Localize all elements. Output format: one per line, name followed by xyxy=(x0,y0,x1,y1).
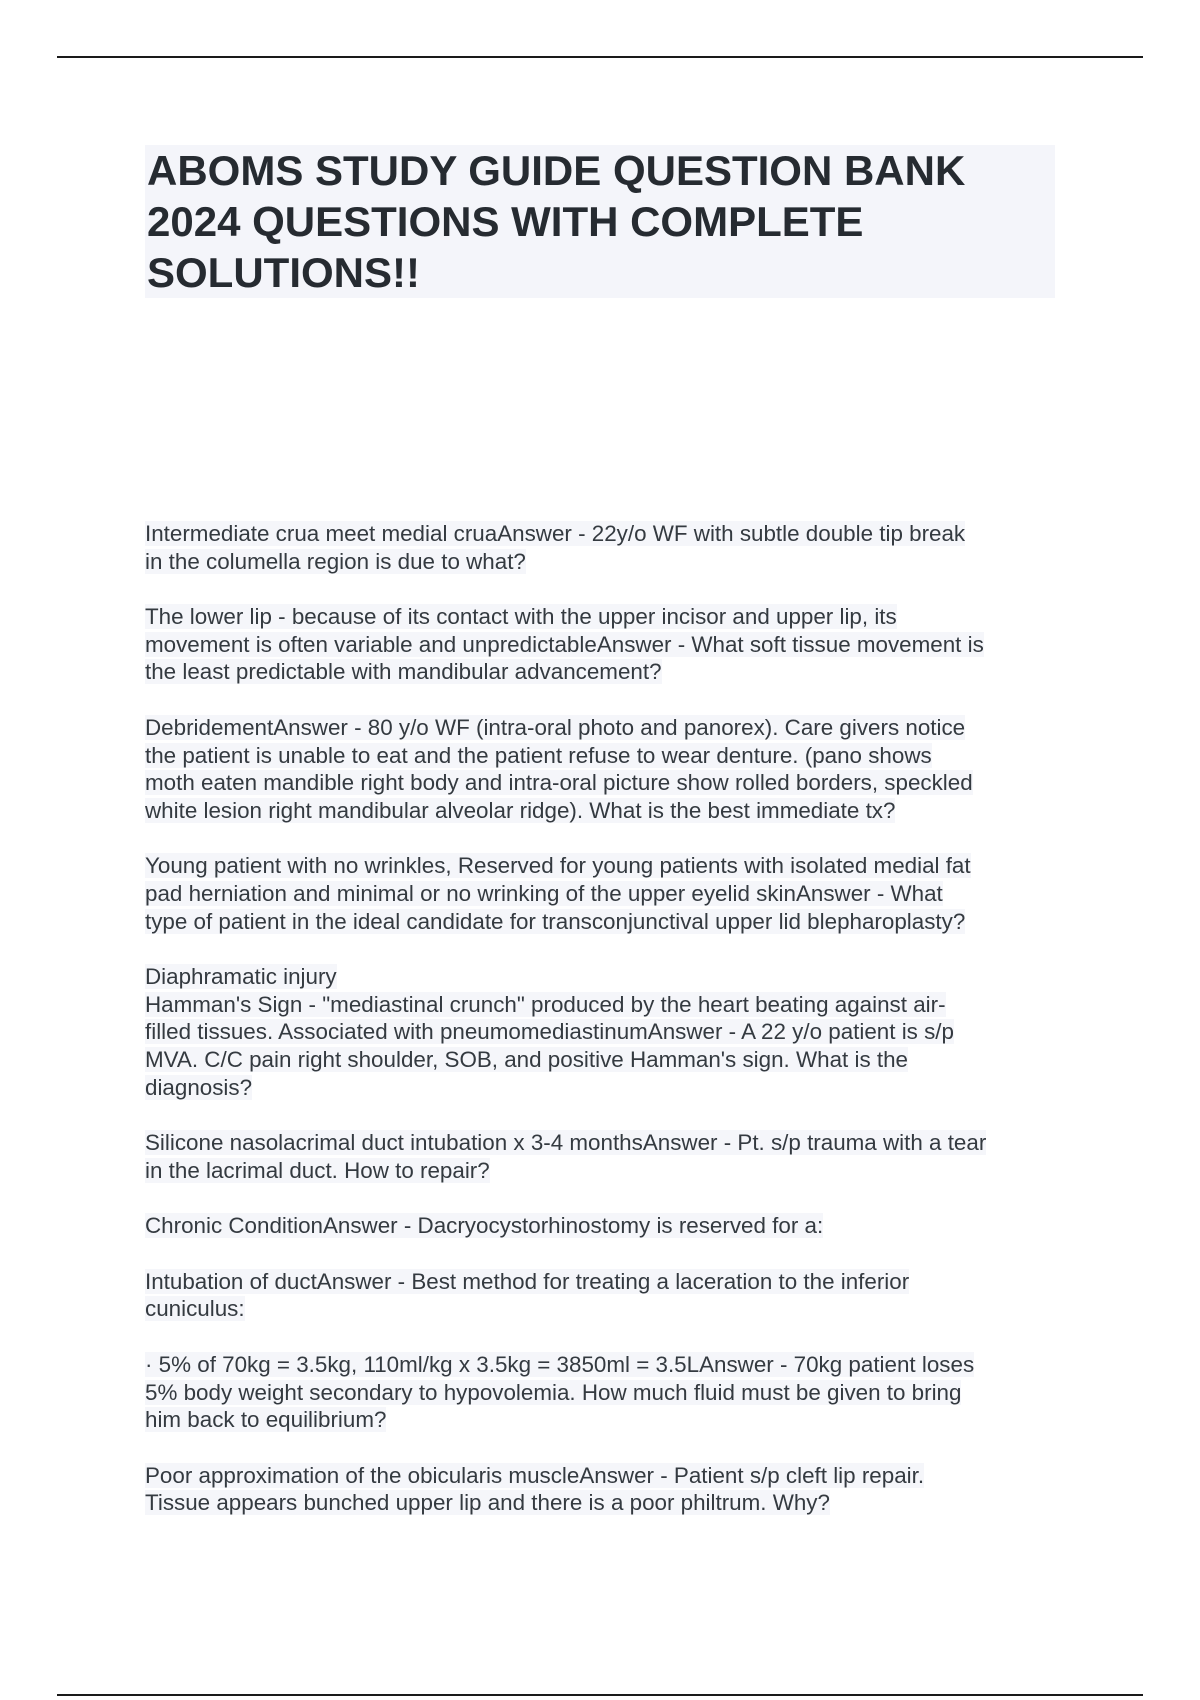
qa-item xyxy=(145,714,1057,824)
qa-text: DebridementAnswer - 80 y/o WF (intra-oral photo and panorex). Care givers notice the patient is unable to eat and the patient refuse to wear denture. (pano shows moth eaten mandible right body and intra-oral picture show rolled borders, speckled white lesion right mandibular alveolar ridge). What is the best immediate tx? xyxy=(145,714,973,823)
document-title: ABOMS STUDY GUIDE QUESTION BANK 2024 QUESTIONS WITH COMPLETE SOLUTIONS!! xyxy=(147,147,966,296)
qa-list xyxy=(145,520,1057,1545)
qa-item xyxy=(145,1462,1057,1517)
qa-text: Intermediate crua meet medial cruaAnswer - 22y/o WF with subtle double tip break in the columella region is due to what? xyxy=(145,521,966,574)
qa-item xyxy=(145,1212,1057,1240)
qa-item xyxy=(145,963,1057,1101)
qa-text: The lower lip - because of its contact with the upper incisor and upper lip, its movement is often variable and unpredictableAnswer - What soft tissue movement is the least predictable with mandibular advancement? xyxy=(145,604,984,685)
qa-item xyxy=(145,603,1057,686)
qa-text: Young patient with no wrinkles, Reserved for young patients with isolated medial fat pad herniation and minimal or no wrinking of the upper eyelid skinAnswer - What type of patient in the ideal candidate for transconjunctival upper lid blepharoplasty? xyxy=(145,853,971,934)
qa-text: Silicone nasolacrimal duct intubation x 3-4 monthsAnswer - Pt. s/p trauma with a tear in the lacrimal duct. How to repair? xyxy=(145,1130,987,1183)
title-block xyxy=(145,145,1055,298)
qa-item xyxy=(145,852,1057,935)
qa-text: Chronic ConditionAnswer - Dacryocystorhinostomy is reserved for a: xyxy=(145,1213,824,1239)
qa-text: Poor approximation of the obicularis muscleAnswer - Patient s/p cleft lip repair. Tissue appears bunched upper lip and there is a poor philtrum. Why? xyxy=(145,1462,925,1516)
qa-text: Intubation of ductAnswer - Best method for treating a laceration to the inferior cuniculus: xyxy=(145,1268,910,1322)
bottom-rule xyxy=(57,1694,1143,1696)
qa-text: · 5% of 70kg = 3.5kg, 110ml/kg x 3.5kg = 3850ml = 3.5LAnswer - 70kg patient loses 5% body weight secondary to hypovolemia. How much fluid must be given to bring him back to equilibrium? xyxy=(145,1352,975,1433)
qa-item xyxy=(145,1129,1057,1184)
qa-item xyxy=(145,1268,1057,1323)
qa-text: Diaphramatic injury Hamman's Sign - "mediastinal crunch" produced by the heart beating against air- filled tissues. Associated with pneumomediastinumAnswer - A 22 y/o patient is s/p MVA. C/C pain right shoulder, SOB, and positive Hamman's sign. What is the diagnosis? xyxy=(145,964,954,1100)
top-rule xyxy=(57,56,1143,58)
qa-item xyxy=(145,1351,1057,1434)
qa-item xyxy=(145,520,1057,575)
